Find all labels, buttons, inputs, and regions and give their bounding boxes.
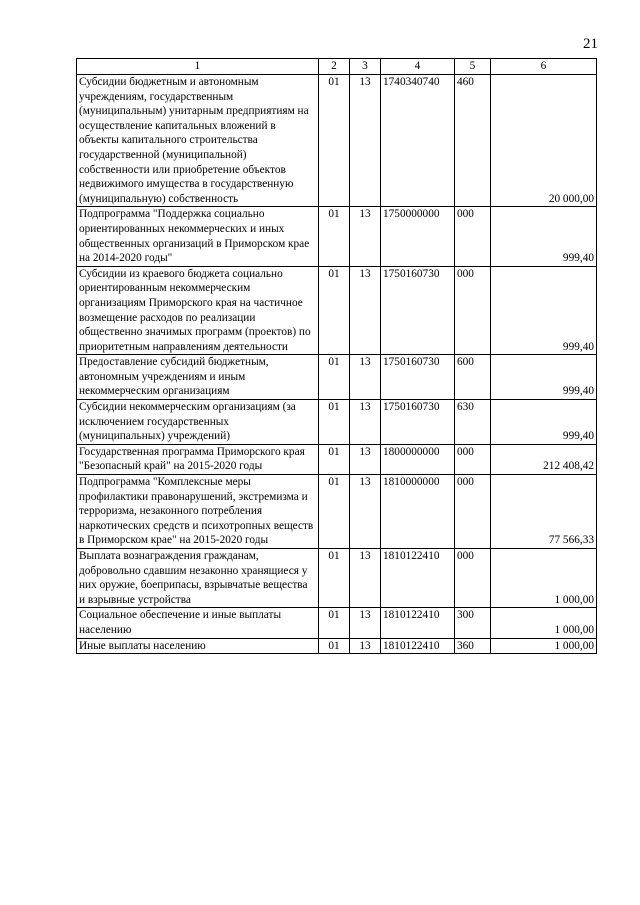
column-header: 2	[319, 59, 350, 75]
row-subsection-cell: 13	[350, 266, 381, 355]
row-section-cell: 01	[319, 355, 350, 400]
table-row	[77, 549, 597, 608]
row-target-article-cell: 1810122410	[381, 549, 455, 608]
table-row	[77, 608, 597, 638]
row-target-article-cell: 1750160730	[381, 266, 455, 355]
table-row	[77, 207, 597, 266]
row-target-article-cell: 1750160730	[381, 355, 455, 400]
row-name-cell: Социальное обеспечение и иные выплаты населению	[77, 608, 319, 638]
row-name-cell: Субсидии из краевого бюджета социально ориентированным некоммерческим организациям Приморского края на частичное возмещение расходов по реализации общественно значимых программ (проектов) по приоритетным направлениям деятельности	[77, 266, 319, 355]
column-header: 4	[381, 59, 455, 75]
row-name-cell: Подпрограмма "Комплексные меры профилактики правонарушений, экстремизма и терроризма, незаконного потребления наркотических средств и психотропных веществ в Приморском крае" на 2015-2020 годы	[77, 475, 319, 549]
table-row	[77, 75, 597, 207]
row-expense-type-cell: 000	[455, 207, 491, 266]
row-amount-cell: 212 408,42	[491, 444, 597, 474]
row-name-cell: Выплата вознаграждения гражданам, добровольно сдавшим незаконно хранящиеся у них оружие, боеприпасы, взрывчатые вещества и взрывные устройства	[77, 549, 319, 608]
row-target-article-cell: 1740340740	[381, 75, 455, 207]
row-name-cell: Иные выплаты населению	[77, 638, 319, 654]
row-expense-type-cell: 000	[455, 444, 491, 474]
table-row	[77, 400, 597, 445]
row-subsection-cell: 13	[350, 638, 381, 654]
row-amount-cell: 999,40	[491, 355, 597, 400]
table-header-row	[77, 59, 597, 75]
row-amount-cell: 999,40	[491, 266, 597, 355]
row-section-cell: 01	[319, 638, 350, 654]
table-row	[77, 266, 597, 355]
row-name-cell: Субсидии бюджетным и автономным учреждениям, государственным (муниципальным) унитарным предприятиям на осуществление капитальных вложений в объекты капитального строительства государственной (муниципальной) собственности или приобретение объектов недвижимого имущества в государственную (муниципальную) собственность	[77, 75, 319, 207]
column-header: 6	[491, 59, 597, 75]
row-section-cell: 01	[319, 608, 350, 638]
column-header: 3	[350, 59, 381, 75]
row-name-cell: Подпрограмма "Поддержка социально ориентированных некоммерческих и иных общественных организаций в Приморском крае на 2014-2020 годы"	[77, 207, 319, 266]
table-row	[77, 355, 597, 400]
row-subsection-cell: 13	[350, 207, 381, 266]
row-expense-type-cell: 000	[455, 549, 491, 608]
row-amount-cell: 1 000,00	[491, 549, 597, 608]
row-amount-cell: 77 566,33	[491, 475, 597, 549]
row-expense-type-cell: 300	[455, 608, 491, 638]
row-target-article-cell: 1750160730	[381, 400, 455, 445]
row-target-article-cell: 1800000000	[381, 444, 455, 474]
row-subsection-cell: 13	[350, 355, 381, 400]
row-expense-type-cell: 000	[455, 475, 491, 549]
row-target-article-cell: 1810122410	[381, 608, 455, 638]
row-amount-cell: 999,40	[491, 207, 597, 266]
row-section-cell: 01	[319, 549, 350, 608]
row-amount-cell: 20 000,00	[491, 75, 597, 207]
row-section-cell: 01	[319, 75, 350, 207]
table-row	[77, 444, 597, 474]
row-name-cell: Субсидии некоммерческим организациям (за исключением государственных (муниципальных) учреждений)	[77, 400, 319, 445]
row-expense-type-cell: 460	[455, 75, 491, 207]
row-subsection-cell: 13	[350, 608, 381, 638]
page-number: 21	[583, 36, 598, 52]
row-expense-type-cell: 000	[455, 266, 491, 355]
row-name-cell: Государственная программа Приморского края "Безопасный край" на 2015-2020 годы	[77, 444, 319, 474]
row-name-cell: Предоставление субсидий бюджетным, автономным учреждениям и иным некоммерческим организациям	[77, 355, 319, 400]
row-subsection-cell: 13	[350, 475, 381, 549]
row-target-article-cell: 1810000000	[381, 475, 455, 549]
row-subsection-cell: 13	[350, 549, 381, 608]
row-section-cell: 01	[319, 444, 350, 474]
table-row	[77, 475, 597, 549]
row-subsection-cell: 13	[350, 75, 381, 207]
row-expense-type-cell: 630	[455, 400, 491, 445]
table-row	[77, 638, 597, 654]
row-section-cell: 01	[319, 400, 350, 445]
row-amount-cell: 1 000,00	[491, 608, 597, 638]
row-section-cell: 01	[319, 207, 350, 266]
row-section-cell: 01	[319, 266, 350, 355]
row-section-cell: 01	[319, 475, 350, 549]
row-amount-cell: 1 000,00	[491, 638, 597, 654]
budget-table	[76, 58, 597, 654]
column-header: 5	[455, 59, 491, 75]
row-subsection-cell: 13	[350, 444, 381, 474]
row-subsection-cell: 13	[350, 400, 381, 445]
row-amount-cell: 999,40	[491, 400, 597, 445]
row-expense-type-cell: 600	[455, 355, 491, 400]
row-target-article-cell: 1810122410	[381, 638, 455, 654]
row-target-article-cell: 1750000000	[381, 207, 455, 266]
row-expense-type-cell: 360	[455, 638, 491, 654]
column-header: 1	[77, 59, 319, 75]
